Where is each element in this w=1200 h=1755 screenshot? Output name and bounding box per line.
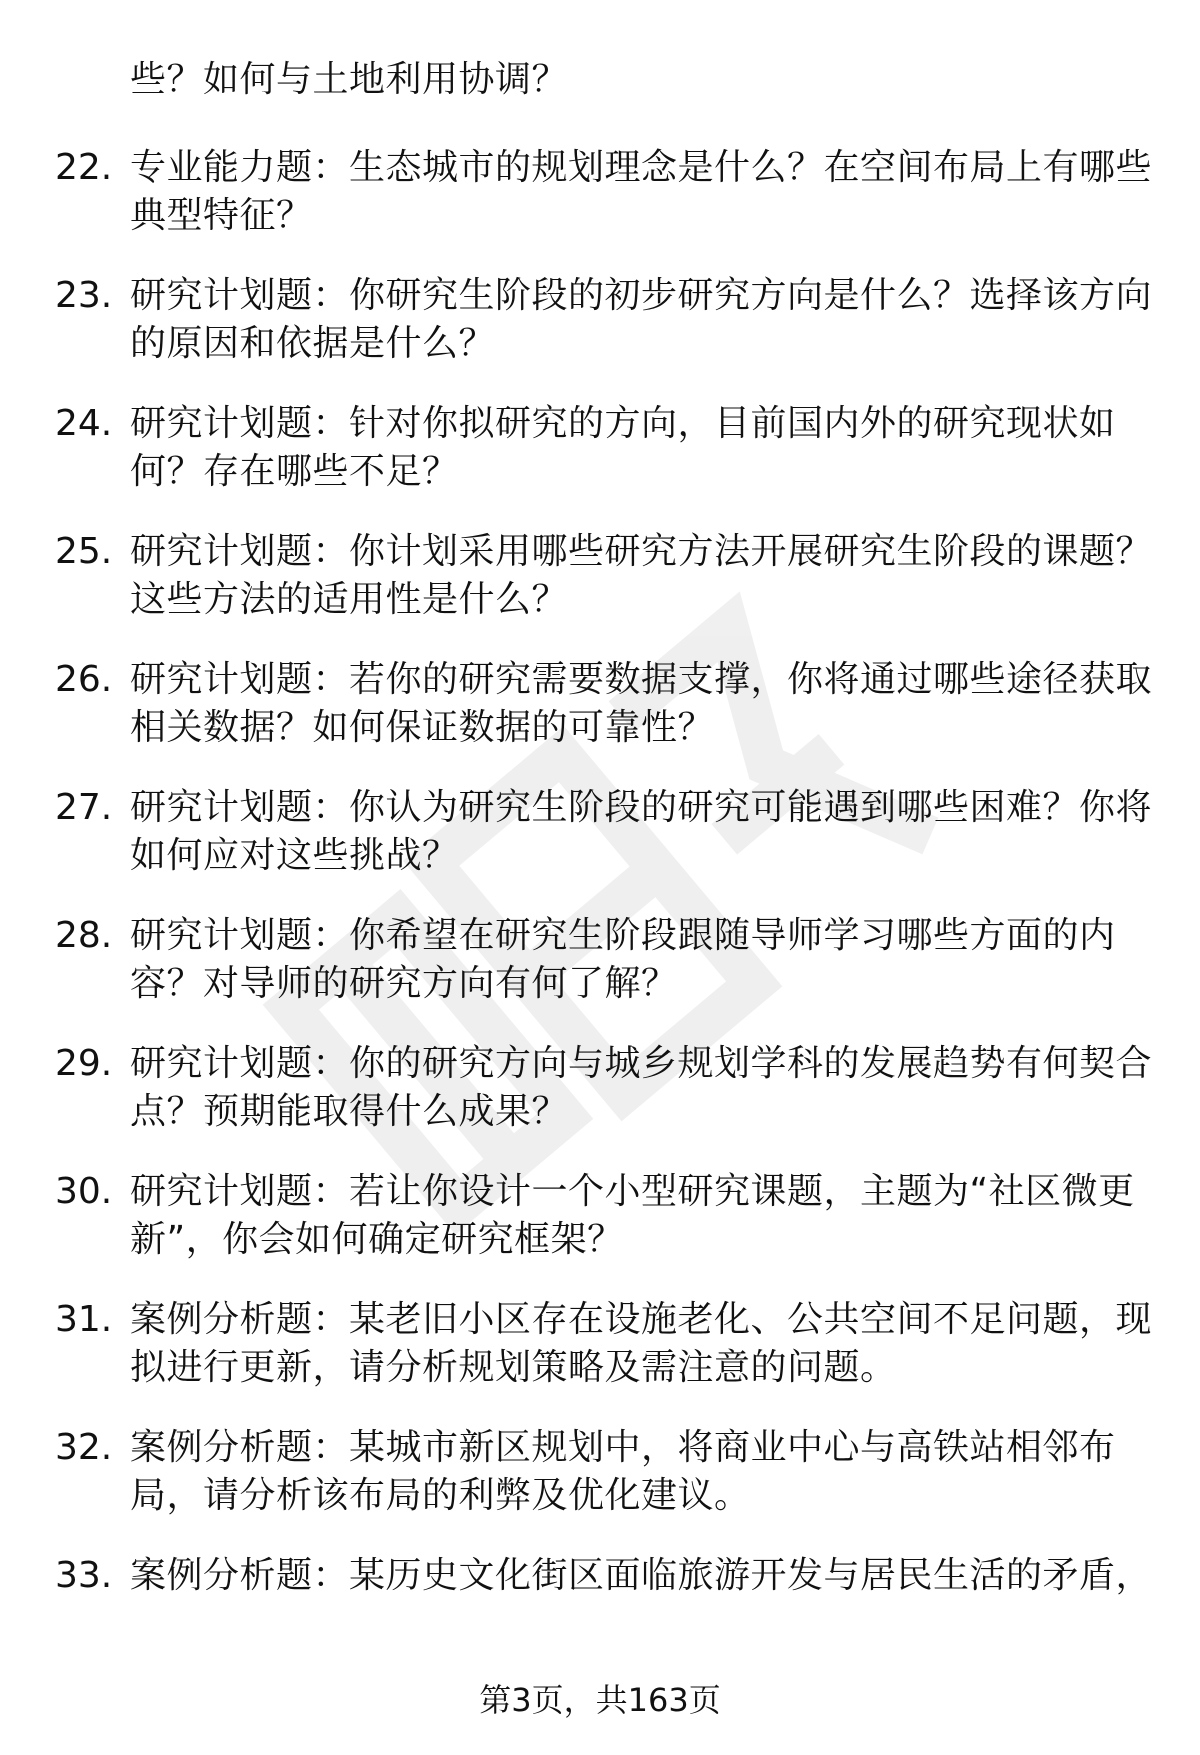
question-line: 研究计划题：若让你设计一个小型研究课题，主题为“社区微更 (130, 1171, 1135, 1212)
list-item (0, 400, 1200, 528)
question-line: 点？预期能取得什么成果？ (130, 1091, 569, 1132)
list-item (0, 912, 1200, 1040)
list-item (0, 784, 1200, 912)
question-line: 新”，你会如何确定研究框架？ (130, 1219, 624, 1260)
question-line: 研究计划题：你希望在研究生阶段跟随导师学习哪些方面的内 (130, 915, 1116, 956)
list-item (0, 272, 1200, 400)
question-number: 23. (55, 275, 113, 316)
question-number: 24. (55, 403, 113, 444)
question-text (130, 1040, 1153, 1136)
question-text (130, 1424, 1140, 1520)
question-number: 31. (55, 1299, 113, 1340)
question-line: 案例分析题：某城市新区规划中，将商业中心与高铁站相邻布 (130, 1427, 1116, 1468)
list-item (0, 1424, 1200, 1552)
question-line: 专业能力题：生态城市的规划理念是什么？在空间布局上有哪些 (130, 147, 1153, 188)
question-line: 相关数据？如何保证数据的可靠性？ (130, 707, 715, 748)
question-number: 29. (55, 1043, 113, 1084)
question-number: 32. (55, 1427, 113, 1468)
question-text (130, 912, 1140, 1008)
question-line: 典型特征？ (130, 195, 313, 236)
question-line: 何？存在哪些不足？ (130, 451, 459, 492)
question-number: 33. (55, 1555, 113, 1596)
question-text (130, 272, 1153, 368)
question-number: 27. (55, 787, 113, 828)
question-line: 容？对导师的研究方向有何了解？ (130, 963, 678, 1004)
question-line: 研究计划题：你研究生阶段的初步研究方向是什么？选择该方向 (130, 275, 1153, 316)
question-text (130, 528, 1153, 624)
question-line: 研究计划题：你认为研究生阶段的研究可能遇到哪些困难？你将 (130, 787, 1153, 828)
question-number: 30. (55, 1171, 113, 1212)
question-line: 的原因和依据是什么？ (130, 323, 496, 364)
question-number: 25. (55, 531, 113, 572)
question-line: 案例分析题：某历史文化街区面临旅游开发与居民生活的矛盾， (130, 1555, 1153, 1596)
continued-line: 些？如何与土地利用协调？ (130, 59, 569, 100)
question-line: 局，请分析该布局的利弊及优化建议。 (130, 1475, 751, 1516)
list-item (0, 1552, 1200, 1680)
question-line: 如何应对这些挑战？ (130, 835, 459, 876)
list-item (0, 1296, 1200, 1424)
question-text (130, 400, 1140, 496)
list-item (0, 144, 1200, 272)
question-number: 28. (55, 915, 113, 956)
question-line: 案例分析题：某老旧小区存在设施老化、公共空间不足问题，现 (130, 1299, 1153, 1340)
question-line: 研究计划题：针对你拟研究的方向，目前国内外的研究现状如 (130, 403, 1116, 444)
question-text (130, 656, 1153, 752)
question-line: 这些方法的适用性是什么？ (130, 579, 569, 620)
list-item (0, 656, 1200, 784)
question-line: 研究计划题：若你的研究需要数据支撑，你将通过哪些途径获取 (130, 659, 1153, 700)
question-list (0, 144, 1200, 1680)
question-text (130, 144, 1153, 240)
question-text (130, 784, 1153, 880)
list-item (0, 528, 1200, 656)
page-number: 第3页，共163页 (479, 1681, 721, 1719)
question-line: 研究计划题：你的研究方向与城乡规划学科的发展趋势有何契合 (130, 1043, 1153, 1084)
question-text (130, 1168, 1140, 1264)
question-number: 22. (55, 147, 113, 188)
question-text (130, 1552, 1153, 1600)
list-item (0, 1040, 1200, 1168)
question-line: 拟进行更新，请分析规划策略及需注意的问题。 (130, 1347, 897, 1388)
question-number: 26. (55, 659, 113, 700)
question-text (130, 1296, 1153, 1392)
question-line: 研究计划题：你计划采用哪些研究方法开展研究生阶段的课题？ (130, 531, 1153, 572)
list-item (0, 1168, 1200, 1296)
